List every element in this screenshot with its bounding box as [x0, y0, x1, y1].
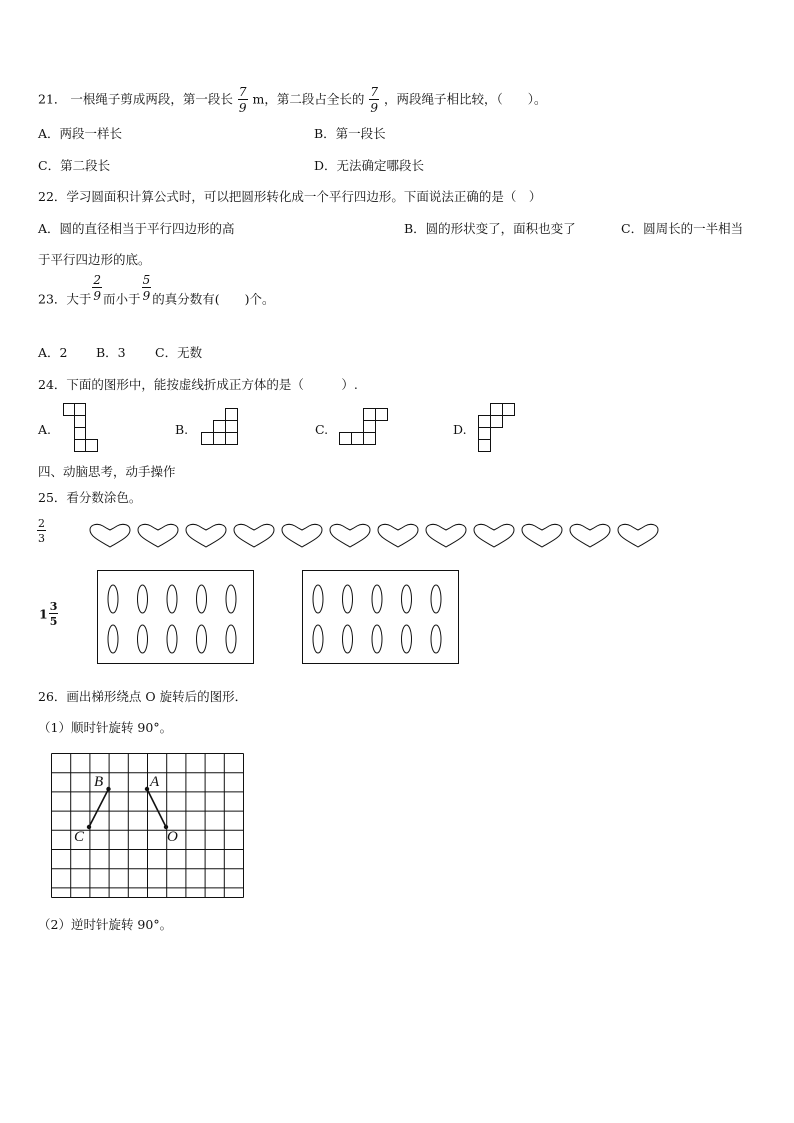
- q22-option-c[interactable]: C．圆周长的一半相当: [621, 221, 744, 236]
- heart-shape[interactable]: [234, 524, 274, 547]
- heart-shape[interactable]: [378, 524, 418, 547]
- heart-shape[interactable]: [570, 524, 610, 547]
- q23-fraction-1: [92, 274, 102, 302]
- q22-option-c-continued: 于平行四边形的底。: [38, 252, 151, 267]
- heart-shape[interactable]: [330, 524, 370, 547]
- heart-shape[interactable]: [282, 524, 322, 547]
- q21-fraction-2: [369, 86, 379, 114]
- q24-stem: 24．下面的图形中，能按虚线折成正方体的是（ ）.: [38, 377, 358, 392]
- q24-net-d: [478, 403, 515, 455]
- q24-label-c[interactable]: C.: [315, 422, 329, 437]
- ellipse-shape[interactable]: [108, 585, 118, 613]
- ellipse-shape[interactable]: [402, 625, 412, 653]
- q25-fraction-two-thirds: [36, 518, 47, 544]
- heart-shape[interactable]: [474, 524, 514, 547]
- q21-frac2-numerator: 7: [370, 85, 378, 99]
- q26-label-c: C: [74, 829, 85, 845]
- q23-text-c: 的真分数有( )个。: [152, 291, 275, 307]
- q21-option-a[interactable]: A．两段一样长: [38, 126, 123, 141]
- heart-shape[interactable]: [522, 524, 562, 547]
- q26-stem: 26．画出梯形绕点 O 旋转后的图形．: [38, 689, 248, 704]
- q26-label-o: O: [167, 829, 178, 845]
- heart-shape[interactable]: [138, 524, 178, 547]
- ellipse-shape[interactable]: [138, 585, 148, 613]
- q21-option-c[interactable]: C．第二段长: [38, 158, 111, 173]
- q21-text-b: m，第二段占全长的: [252, 91, 365, 107]
- q21-text-a: 一根绳子剪成两段，第一段长: [70, 91, 233, 107]
- q22-stem: 22．学习圆面积计算公式时，可以把圆形转化成一个平行四边形。下面说法正确的是（ ）: [38, 189, 542, 204]
- q23-option-c[interactable]: C．无数: [155, 345, 203, 360]
- ellipse-shape[interactable]: [226, 625, 236, 653]
- ellipse-shape[interactable]: [402, 585, 412, 613]
- q24-label-b[interactable]: B.: [175, 422, 189, 437]
- q26-point-b: [106, 787, 110, 791]
- ellipse-shape[interactable]: [167, 585, 177, 613]
- q21-option-d[interactable]: D．无法确定哪段长: [314, 158, 425, 173]
- ellipse-shape[interactable]: [431, 625, 441, 653]
- q23-stem: [38, 273, 275, 314]
- q21-text-c: ，两段绳子相比较，（ ）。: [383, 91, 547, 107]
- q25-frac1-denominator: 3: [38, 532, 45, 545]
- q21-number: 21．: [38, 91, 67, 107]
- ellipse-shape[interactable]: [372, 585, 382, 613]
- ellipse-shape[interactable]: [343, 585, 353, 613]
- q21-fraction-1: [238, 86, 248, 114]
- ellipse-shape[interactable]: [108, 625, 118, 653]
- q25-stem: 25．看分数涂色。: [38, 490, 142, 505]
- ellipse-shape[interactable]: [313, 585, 323, 613]
- q23-frac2-denominator: 9: [142, 289, 151, 303]
- ellipse-shape[interactable]: [372, 625, 382, 653]
- q23-frac1-denominator: 9: [93, 289, 102, 303]
- ellipse-shape[interactable]: [138, 625, 148, 653]
- q26-part-2: （2）逆时针旋转 90°。: [38, 917, 173, 932]
- q23-option-b[interactable]: B．3: [96, 345, 126, 360]
- q21-frac1-numerator: 7: [238, 85, 247, 99]
- q24-label-a[interactable]: A.: [38, 422, 52, 437]
- q26-trapezoid: [89, 789, 166, 827]
- q26-grid[interactable]: [51, 753, 245, 899]
- q22-option-b[interactable]: B．圆的形状变了，面积也变了: [404, 221, 576, 236]
- q26-point-a: [145, 787, 149, 791]
- heart-shape[interactable]: [618, 524, 658, 547]
- section-4-title: 四、动脑思考，动手操作: [38, 464, 176, 479]
- q24-net-b: [201, 408, 238, 448]
- q25-mixed-number: [39, 601, 59, 627]
- heart-shape[interactable]: [426, 524, 466, 547]
- q21-frac2-denominator: 9: [370, 101, 378, 115]
- heart-shape[interactable]: [186, 524, 226, 547]
- q25-ellipse-box-1: [97, 570, 254, 664]
- q25-mixed-whole: 1: [39, 606, 48, 622]
- q25-frac2-denominator: 5: [49, 615, 58, 628]
- q21-stem: [38, 86, 547, 114]
- q23-fraction-2: [142, 274, 152, 302]
- ellipse-shape[interactable]: [226, 585, 236, 613]
- ellipse-shape[interactable]: [167, 625, 177, 653]
- q21-frac1-denominator: 9: [238, 101, 247, 115]
- ellipse-shape[interactable]: [431, 585, 441, 613]
- q23-text-a: 23．大于: [38, 291, 92, 307]
- q26-point-c: [87, 825, 91, 829]
- q23-option-a[interactable]: A．2: [38, 345, 68, 360]
- ellipse-shape[interactable]: [197, 625, 207, 653]
- q25-ellipse-box-2: [302, 570, 459, 664]
- q21-option-b[interactable]: B．第一段长: [314, 126, 386, 141]
- q26-label-b: B: [94, 774, 104, 790]
- q22-option-a[interactable]: A．圆的直径相当于平行四边形的高: [38, 221, 235, 236]
- q26-part-1: （1）顺时针旋转 90°。: [38, 720, 173, 735]
- q24-net-c: [339, 408, 389, 448]
- q23-frac1-numerator: 2: [93, 273, 102, 287]
- ellipse-shape[interactable]: [197, 585, 207, 613]
- q23-text-b: 而小于: [103, 291, 141, 307]
- ellipse-shape[interactable]: [343, 625, 353, 653]
- heart-shape[interactable]: [90, 524, 130, 547]
- q24-net-a: [63, 403, 99, 455]
- q24-label-d[interactable]: D.: [453, 422, 467, 437]
- q25-hearts-row: [89, 523, 661, 549]
- ellipse-shape[interactable]: [313, 625, 323, 653]
- q23-frac2-numerator: 5: [142, 273, 151, 287]
- q25-frac2-numerator: 3: [49, 600, 58, 613]
- q26-label-a: A: [150, 774, 160, 790]
- q25-frac1-numerator: 2: [38, 517, 45, 530]
